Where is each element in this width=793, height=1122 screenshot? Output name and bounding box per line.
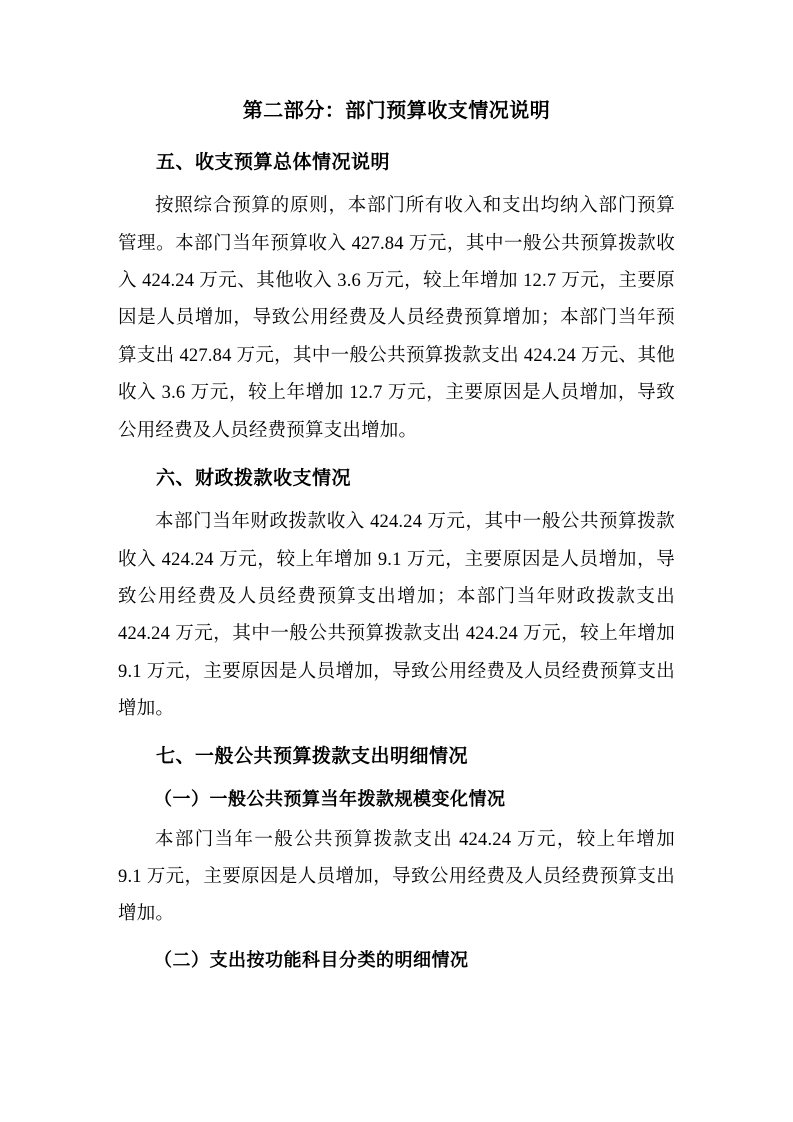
section-heading-six: 六、财政拨款收支情况: [156, 467, 352, 489]
subsection-heading-one: （一）一般公共预算当年拨款规模变化情况: [154, 788, 506, 809]
subsection-heading-two: （二）支出按功能科目分类的明细情况: [154, 949, 469, 970]
section-heading-five: 五、收支预算总体情况说明: [156, 152, 391, 173]
section-heading-seven: 七、一般公共预算拨款支出明细情况: [156, 746, 469, 768]
subsection-one-paragraph-1: 本部门当年一般公共预算拨款支出 424.24 万元，较上年增加 9.1 万元，主要原因是人员增加，导致公用经费及人员经费预算支出增加。: [118, 829, 675, 925]
section-six-paragraph-1: 本部门当年财政拨款收入 424.24 万元，其中一般公共预算拨款收入 424.24 万元，较上年增加 9.1 万元，主要原因是人员增加，导致公用经费及人员经费预算支出增加；本部门当年财政拨款支出 424.24 万元，其中一般公共预算拨款支出 424.24 万元，较上年增加 9.1 万元，主要原因是人员增加，导致公用经费及人员经费预算支出增加。: [118, 512, 675, 720]
page-title: 第二部分：部门预算收支情况说明: [242, 100, 551, 122]
section-five-paragraph-1: 按照综合预算的原则，本部门所有收入和支出均纳入部门预算管理。本部门当年预算收入 427.84 万元，其中一般公共预算拨款收入 424.24 万元、其他收入 3.6 万元，较上年增加 12.7 万元，主要原因是人员增加，导致公用经费及人员经费预算增加；本部门当年预算支出 427.84 万元，其中一般公共预算拨款支出 424.24 万元、其他收入 3.6 万元，较上年增加 12.7 万元，主要原因是人员增加，导致公用经费及人员经费预算支出增加。: [118, 196, 675, 441]
